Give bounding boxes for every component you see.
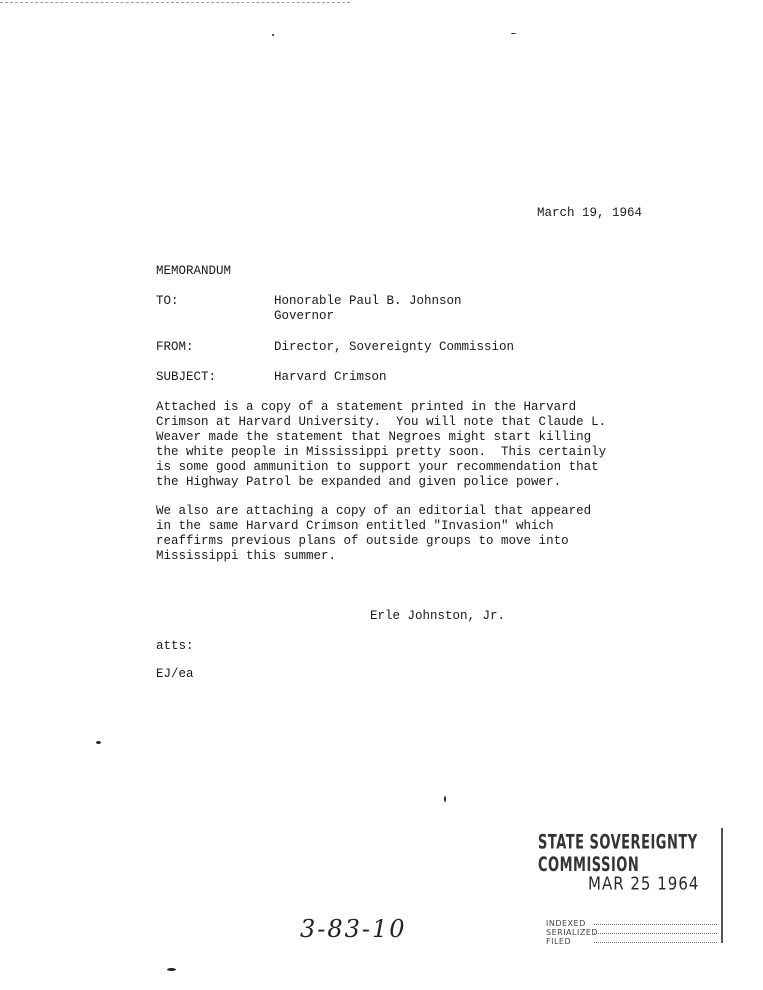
paragraph-line: Weaver made the statement that Negroes might start killing — [156, 430, 592, 444]
memo-date: March 19, 1964 — [537, 206, 643, 220]
top-dashed-edge — [0, 2, 350, 3]
attachments-note: atts: — [156, 639, 194, 653]
paragraph-line: the white people in Mississippi pretty soon. This certainly — [156, 445, 607, 459]
subject-label: SUBJECT: — [156, 370, 217, 384]
to-label: TO: — [156, 294, 179, 308]
memo-heading: MEMORANDUM — [156, 264, 232, 278]
subject-value: Harvard Crimson — [274, 370, 387, 384]
stamp-title: STATE SOVEREIGNTY COMMISSION — [538, 832, 698, 877]
from-label: FROM: — [156, 340, 194, 354]
scan-speck — [167, 968, 176, 971]
paragraph-line: the Highway Patrol be expanded and given police power. — [156, 475, 562, 489]
to-recipient: Honorable Paul B. Johnson — [274, 294, 462, 308]
stamp-filed: FILED — [546, 937, 572, 946]
handwritten-file-number: 3-83-10 — [300, 915, 407, 943]
stamp-rule — [594, 924, 717, 925]
stamp-rule — [594, 942, 717, 943]
scan-speck — [444, 796, 446, 802]
scan-speck — [96, 741, 101, 744]
paragraph-line: reaffirms previous plans of outside groups to move into — [156, 534, 569, 548]
scan-speck — [272, 34, 274, 36]
stamp-serialized: SERIALIZED — [546, 928, 599, 937]
received-stamp — [530, 820, 723, 950]
stamp-indexed: INDEXED — [546, 919, 586, 928]
from-value: Director, Sovereignty Commission — [274, 340, 515, 354]
paragraph-line: Attached is a copy of a statement printed in the Harvard — [156, 400, 577, 414]
stamp-rule — [594, 933, 717, 934]
signature: Erle Johnston, Jr. — [370, 609, 506, 623]
paragraph-line: Crimson at Harvard University. You will note that Claude L. — [156, 415, 607, 429]
paragraph-line: We also are attaching a copy of an editorial that appeared — [156, 504, 592, 518]
to-recipient-title: Governor — [274, 309, 335, 323]
paragraph-line: is some good ammunition to support your recommendation that — [156, 460, 599, 474]
scan-speck — [511, 33, 516, 34]
typist-initials: EJ/ea — [156, 667, 194, 681]
paragraph-line: in the same Harvard Crimson entitled "Invasion" which — [156, 519, 554, 533]
stamp-date: MAR 25 1964 — [588, 872, 700, 895]
paragraph-line: Mississippi this summer. — [156, 549, 337, 563]
